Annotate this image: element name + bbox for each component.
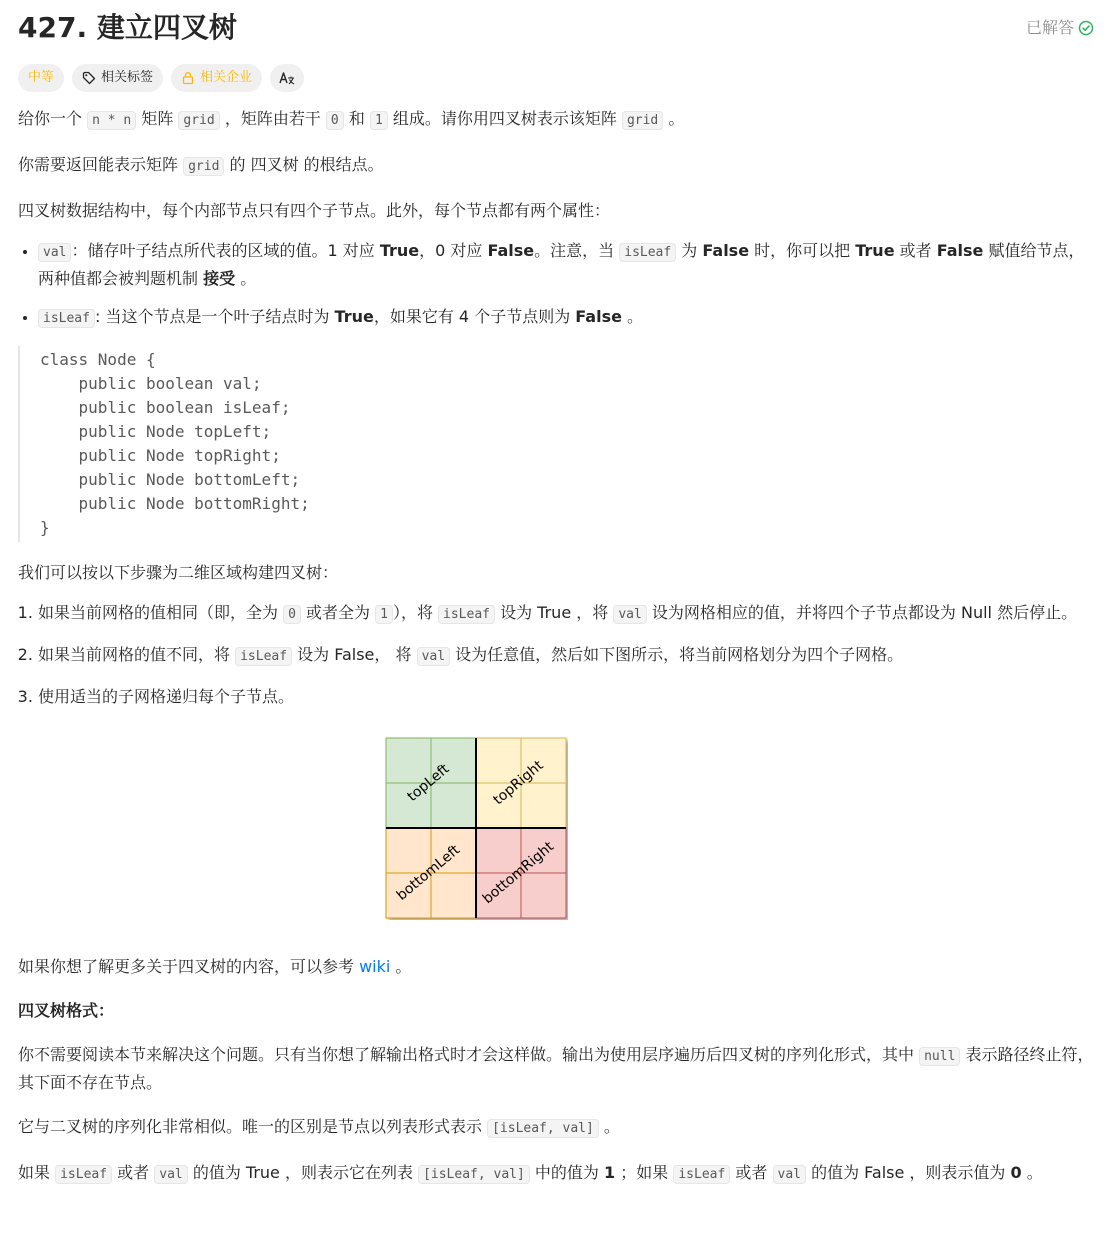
related-tags-button[interactable] [72,64,163,92]
node-class-code-block: class Node { public boolean val; public boolean isLeaf; public Node topLeft; public Node topRight; public Node bottomLeft; public Node bottomRight; } [18,346,1094,542]
text-segment: 或者 [112,1163,155,1182]
text-segment: 。 [235,269,257,288]
check-circle-icon [1078,20,1094,36]
paragraph-wiki [18,954,1094,980]
inline-code: 0 [283,605,301,624]
inline-code: val [417,647,450,666]
steps-list [18,600,1094,710]
list-item-val [38,238,1094,292]
inline-code: val [773,1165,806,1184]
attribute-list [18,238,1094,332]
tag-icon [82,71,96,85]
text-segment: 如果 [18,1163,56,1182]
inline-code: grid [622,111,663,130]
paragraph-intro [18,106,1094,134]
inline-code: grid [183,157,224,176]
tag-bar [18,64,1094,92]
quadtree-diagram-wrap [18,736,1094,920]
paragraph-values [18,1160,1094,1188]
paragraph-structure: 四叉树数据结构中，每个内部节点只有四个子节点。此外，每个节点都有两个属性： [18,201,611,220]
bold-text: False [487,241,535,260]
bold-text: True [334,307,374,326]
text-segment: 。 [598,1117,620,1136]
text-segment: 设为网格相应的值，并将四个子节点都设为 Null 然后停止。 [646,603,1078,622]
bold-text: 接受 [203,269,236,288]
solved-status [1026,15,1094,41]
inline-code: isLeaf [619,243,676,262]
step-item: 3. 使用适当的子网格递归每个子节点。 [38,684,1094,710]
text-segment: 。 [390,957,412,976]
related-tags-label: 相关标签 [101,70,154,85]
inline-code: [isLeaf, val] [418,1165,530,1184]
paragraph-return [18,152,1094,180]
inline-code: isLeaf [235,647,292,666]
text-segment: ：储存叶子结点所代表的区域的值。1 对应 [71,241,380,260]
inline-code: val [613,605,646,624]
text-segment: 。 [663,109,685,128]
bold-text: False [936,241,984,260]
quadtree-diagram [384,736,568,920]
text-segment: : 当这个节点是一个叶子结点时为 [94,307,335,326]
inline-code: val [154,1165,187,1184]
text-segment: 如果当前网格的值不同，将 [38,645,236,664]
inline-code: [isLeaf, val] [487,1119,599,1138]
text-segment: ，0 对应 [419,241,488,260]
step-item [38,642,1094,670]
text-segment: 设为 False， 将 [292,645,417,664]
text-segment: 你需要返回能表示矩阵 [18,155,184,174]
bold-text: True [855,241,895,260]
related-companies-label: 相关企业 [200,70,253,85]
text-segment: 的 四叉树 的根结点。 [224,155,384,174]
text-segment: 矩阵 [136,109,179,128]
text-segment: 给你一个 [18,109,88,128]
related-companies-button[interactable] [171,64,262,92]
label-top-left: topLeft [404,760,453,805]
translate-icon [279,71,295,85]
title-row [18,6,1094,50]
text-segment: 如果你想了解更多关于四叉树的内容，可以参考 [18,957,360,976]
difficulty-badge: 中等 [18,64,64,92]
text-segment: 或者 [730,1163,773,1182]
text-segment: 为 [676,241,703,260]
text-segment: 表示路径终止符，其下面不存在节点。 [18,1045,1094,1092]
text-segment: 和 [343,109,370,128]
lock-icon [181,71,195,85]
bold-text: 1 [604,1163,616,1182]
inline-code: isLeaf [55,1165,112,1184]
bold-text: 0 [1010,1163,1022,1182]
inline-code: 1 [370,111,388,130]
paragraph-serialization [18,1114,1094,1142]
paragraph-steps-intro: 我们可以按以下步骤为二维区域构建四叉树： [18,563,339,582]
text-segment: 设为任意值，然后如下图所示，将当前网格划分为四个子网格。 [450,645,904,664]
label-bottom-right: bottomRight [479,838,558,908]
inline-code: 0 [326,111,344,130]
label-bottom-left: bottomLeft [393,842,464,904]
section-title-format: 四叉树格式： [18,1001,115,1020]
inline-code: isLeaf [673,1165,730,1184]
solved-label: 已解答 [1025,18,1074,37]
inline-code: n * n [87,111,136,130]
text-segment: ，如果它有 4 个子节点则为 [373,307,576,326]
text-segment: 设为 True ，将 [495,603,614,622]
text-segment: 组成。请你用四叉树表示该矩阵 [387,109,622,128]
inline-code: val [38,243,71,262]
text-segment: 的值为 True ，则表示它在列表 [187,1163,419,1182]
inline-code: null [919,1047,960,1066]
text-segment: 的值为 False ，则表示值为 [805,1163,1011,1182]
inline-code: 1 [375,605,393,624]
text-segment: 它与二叉树的序列化非常相似。唯一的区别是节点以列表形式表示 [18,1117,488,1136]
text-segment: 赋值给节点，两种值都会被判题机制 [38,241,1085,288]
text-segment: ；如果 [615,1163,674,1182]
step-item [38,600,1094,628]
text-segment: 。注意，当 [534,241,620,260]
text-segment: ，矩阵由若干 [219,109,326,128]
inline-code: grid [178,111,219,130]
label-top-right: topRight [490,757,547,809]
inline-code: isLeaf [438,605,495,624]
inline-code: isLeaf [38,309,95,328]
bold-text: True [379,241,420,260]
text-segment: 或者全为 [300,603,376,622]
bold-text: False [702,241,750,260]
text-segment: 时，你可以把 [749,241,856,260]
text-segment: 中的值为 [529,1163,605,1182]
bold-text: False [575,307,622,326]
text-segment: 如果当前网格的值相同（即，全为 [38,603,284,622]
translate-button[interactable] [270,64,304,92]
list-item-isleaf [38,304,1094,332]
text-segment: ），将 [392,603,439,622]
problem-title[interactable]: 427. 建立四叉树 [18,11,237,44]
text-segment: 你不需要阅读本节来解决这个问题。只有当你想了解输出格式时才会这样做。输出为使用层序遍历后四叉树的序列化形式，其中 [18,1045,920,1064]
text-segment: 。 [621,307,644,326]
text-segment: 或者 [894,241,937,260]
paragraph-format-desc [18,1042,1094,1096]
wiki-link[interactable]: wiki [359,957,391,976]
text-segment: 。 [1021,1163,1043,1182]
